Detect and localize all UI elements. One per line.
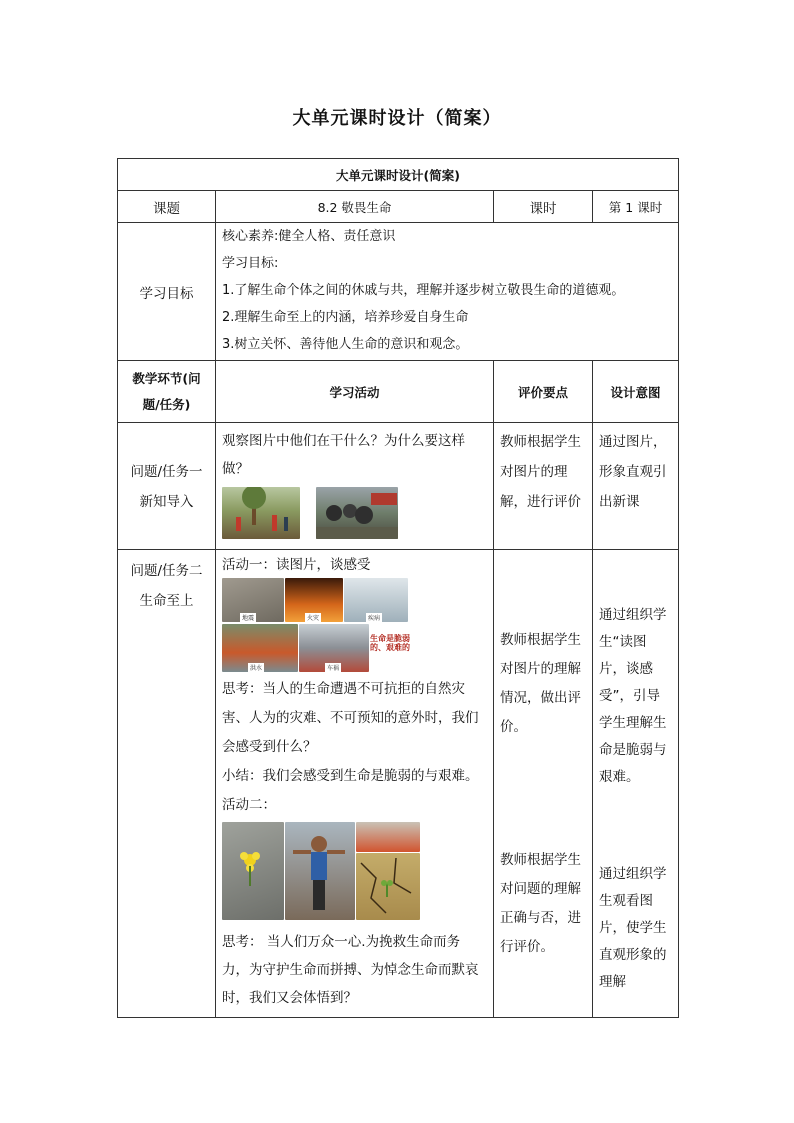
rescued-child-photo — [285, 822, 355, 920]
disaster-collage — [222, 578, 414, 673]
task1-stage — [118, 423, 216, 550]
task2-evaluation-cell — [494, 550, 593, 1018]
goals-content — [216, 223, 679, 361]
goals-line-2: 学习目标: — [222, 256, 279, 271]
task1-evaluation: 教师根据学生对图片的理解，进行评价 — [494, 423, 593, 550]
collage-label-fire: 火灾 — [307, 615, 320, 622]
column-header-row — [118, 361, 679, 423]
collage-label-earthquake: 地震 — [242, 615, 255, 622]
topic-label: 课题 — [118, 191, 216, 223]
goals-line-1: 核心素养:健全人格、责任意识 — [222, 229, 396, 244]
col-header-evaluation: 评价要点 — [494, 361, 593, 423]
task1-activity-cell — [216, 423, 494, 550]
activity1-title: 活动一：读图片，谈感受 — [222, 557, 371, 573]
topic-value: 8.2 敬畏生命 — [216, 191, 494, 223]
collage-label-flood: 洪水 — [250, 665, 263, 672]
goals-label: 学习目标 — [118, 223, 216, 361]
task1-intent: 通过图片，形象直观引出新课 — [593, 423, 679, 550]
task2-intent1: 通过组织学生“读图片，谈感受”，引导学生理解生命是脆弱与艰难。 — [599, 607, 667, 785]
task1-activity: 观察图片中他们在干什么？为什么要这样做？ — [222, 433, 465, 477]
table-header: 大单元课时设计(简案) — [118, 159, 679, 191]
task2-stage-line2: 生命至上 — [139, 593, 194, 609]
goals-row — [118, 223, 679, 361]
flood-photo — [222, 624, 298, 672]
task2-intent-cell — [593, 550, 679, 1018]
task2-intent2: 通过组织学生观看图片，使学生直观形象的理解 — [599, 866, 667, 990]
life-collage — [222, 822, 422, 922]
task2-row — [118, 550, 679, 1018]
task2-stage-line1: 问题/任务二 — [130, 563, 203, 579]
sprout-cracked-earth-photo — [356, 853, 420, 920]
flower-in-rock-photo — [222, 822, 284, 920]
task1-stage-line2: 新知导入 — [139, 494, 194, 510]
fire-photo — [285, 578, 343, 622]
task1-stage-line1: 问题/任务一 — [130, 464, 203, 480]
disease-photo — [344, 578, 408, 622]
col-header-stage: 教学环节(问题/任务) — [118, 361, 216, 423]
think2: 思考： 当人们万众一心.为挽救生命而务力，为守护生命而拼搏、为悼念生命而默哀时，我们又会体悟到？ — [222, 934, 479, 1006]
rescue-team-photo — [356, 822, 420, 852]
table-header-row — [118, 159, 679, 191]
car-accident-photo — [299, 624, 369, 672]
people-mourning-photo — [316, 487, 398, 539]
topic-row — [118, 191, 679, 223]
tree-planting-photo — [222, 487, 300, 539]
collage-caption: 生命是脆弱的、艰难的 — [370, 634, 410, 652]
period-value: 第 1 课时 — [593, 191, 679, 223]
collage-label-disease: 疾病 — [368, 615, 381, 622]
col-header-activity: 学习活动 — [216, 361, 494, 423]
task1-images — [222, 487, 487, 541]
summary1: 小结：我们会感受到生命是脆弱的与艰难。 — [222, 768, 479, 784]
task2-evaluation1: 教师根据学生对图片的理解情况，做出评价。 — [500, 632, 581, 735]
activity2-title: 活动二： — [222, 797, 276, 813]
col-header-intent: 设计意图 — [593, 361, 679, 423]
earthquake-photo — [222, 578, 284, 622]
period-label: 课时 — [494, 191, 593, 223]
page-title: 大单元课时设计（简案） — [292, 108, 502, 129]
task2-evaluation2: 教师根据学生对问题的理解正确与否，进行评价。 — [500, 852, 581, 955]
task1-row — [118, 423, 679, 550]
task2-stage — [118, 550, 216, 1018]
collage-label-accident: 车祸 — [327, 665, 340, 672]
goals-line-3: 1.了解生命个体之间的休戚与共，理解并逐步树立敬畏生命的道德观。 — [222, 283, 625, 298]
task2-activity-cell — [216, 550, 494, 1018]
lesson-plan-table — [117, 158, 679, 1018]
think1: 思考：当人的生命遭遇不可抗拒的自然灾害、人为的灾难、不可预知的意外时，我们会感受到什么？ — [222, 681, 479, 755]
goals-line-4: 2.理解生命至上的内涵，培养珍爱自身生命 — [222, 310, 469, 325]
goals-line-5: 3.树立关怀、善待他人生命的意识和观念。 — [222, 337, 469, 352]
